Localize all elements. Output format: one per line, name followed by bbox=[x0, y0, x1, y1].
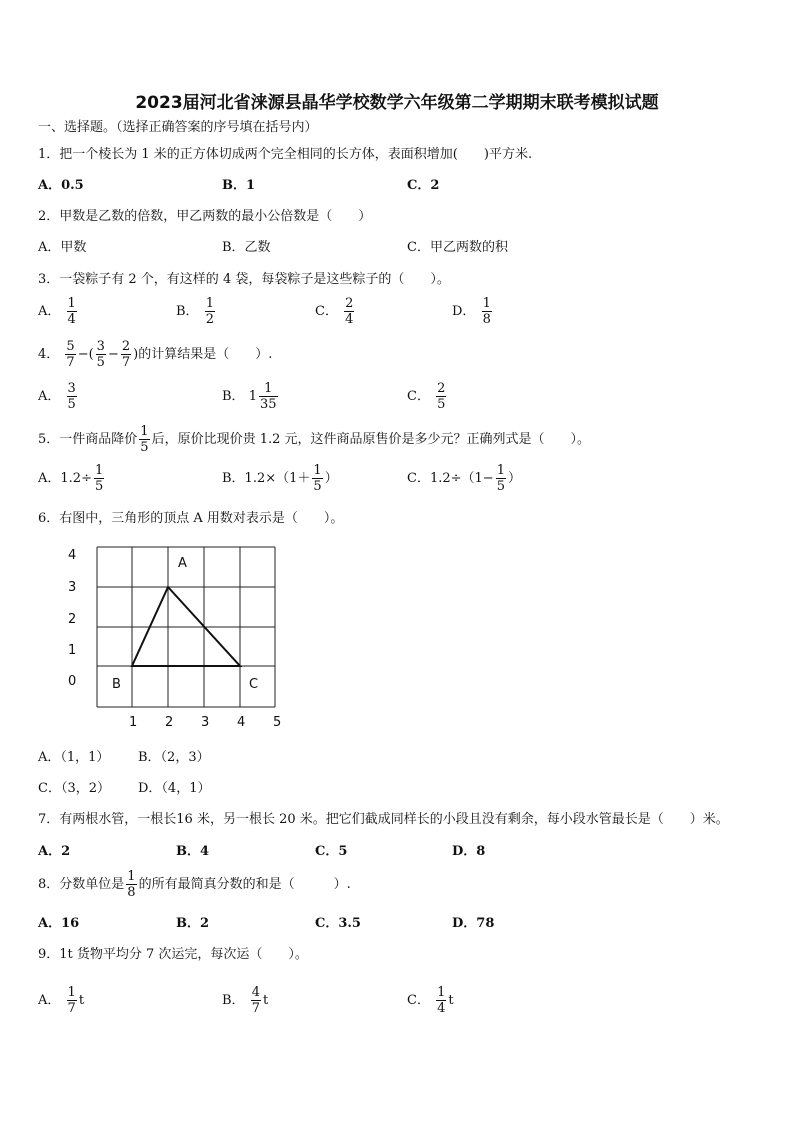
q3-b-fraction: $\frac{1}{2}$ bbox=[205, 296, 214, 327]
q6-option-b[interactable]: B．（2，3） bbox=[138, 750, 210, 765]
y-tick-3: 3 bbox=[68, 580, 77, 595]
q9-b-fraction: $\frac{4}{7}$ bbox=[251, 985, 260, 1016]
q8-option-b[interactable]: B．2 bbox=[176, 916, 210, 931]
q4-b-fraction: $\frac{1}{35}$ bbox=[259, 381, 277, 412]
q9-option-c[interactable] bbox=[407, 985, 454, 1016]
y-tick-2: 2 bbox=[68, 612, 77, 627]
q9-c-fraction: $\frac{1}{4}$ bbox=[437, 985, 446, 1016]
y-tick-0: 0 bbox=[68, 674, 77, 689]
q8-option-c[interactable]: C．3.5 bbox=[315, 916, 361, 931]
q9-b-label: B． bbox=[222, 993, 245, 1008]
q3-d-label: D． bbox=[452, 304, 476, 319]
q4-c-fraction: $\frac{2}{5}$ bbox=[437, 381, 446, 412]
question-1-text: 1．把一个棱长为 1 米的正方体切成两个完全相同的长方体，表面积增加( )平方米. bbox=[38, 147, 533, 162]
q8-prefix: 8．分数单位是 bbox=[38, 877, 125, 892]
page-title: 2023届河北省涞源县晶华学校数学六年级第二学期期末联考模拟试题 bbox=[135, 93, 659, 113]
q3-c-label: C． bbox=[315, 304, 338, 319]
q5-prefix: 5．一件商品降价 bbox=[38, 432, 138, 447]
q9-option-b[interactable] bbox=[222, 985, 268, 1016]
q1-option-b[interactable]: B．1 bbox=[222, 178, 256, 193]
q5-option-b[interactable] bbox=[222, 463, 338, 494]
q4-option-b[interactable] bbox=[222, 381, 280, 412]
question-8-text bbox=[38, 869, 351, 900]
q9-a-fraction: $\frac{1}{7}$ bbox=[67, 985, 76, 1016]
section-heading: 一、选择题。（选择正确答案的序号填在括号内） bbox=[38, 120, 318, 135]
q1-option-a[interactable]: A．0.5 bbox=[38, 178, 84, 193]
q5-a-fraction: $\frac{1}{5}$ bbox=[94, 463, 104, 494]
x-tick-2: 2 bbox=[165, 715, 174, 730]
q4-option-a[interactable] bbox=[38, 381, 79, 412]
q3-option-a[interactable] bbox=[38, 296, 79, 327]
q8-option-d[interactable]: D．78 bbox=[452, 916, 495, 931]
q7-option-b[interactable]: B．4 bbox=[176, 844, 210, 859]
q5-b-close: ） bbox=[324, 471, 338, 486]
q6-option-d[interactable]: D．（4，1） bbox=[138, 781, 211, 796]
q8-fraction: $\frac{1}{8}$ bbox=[127, 869, 136, 900]
x-tick-3: 3 bbox=[201, 715, 210, 730]
point-a-label: A bbox=[178, 556, 187, 571]
q6-option-c[interactable]: C．（3，2） bbox=[38, 781, 110, 796]
q4-minus: − bbox=[107, 347, 119, 362]
q2-option-a[interactable]: A．甲数 bbox=[38, 240, 87, 255]
point-c-label: C bbox=[249, 677, 259, 692]
q5-c-fraction: $\frac{1}{5}$ bbox=[496, 463, 505, 494]
q3-option-b[interactable] bbox=[176, 296, 217, 327]
q9-a-unit: t bbox=[78, 993, 85, 1008]
q8-suffix: 的所有最简真分数的和是（ ）. bbox=[138, 877, 351, 892]
q9-c-unit: t bbox=[448, 993, 454, 1008]
q4-fraction-3: $\frac{2}{7}$ bbox=[121, 339, 131, 370]
q5-suffix: 后，原价比现价贵 1.2 元，这件商品原售价是多少元？正确列式是（ ）。 bbox=[151, 432, 591, 447]
question-2-text: 2．甲数是乙数的倍数，甲乙两数的最小公倍数是（ ） bbox=[38, 209, 372, 224]
q7-option-c[interactable]: C．5 bbox=[315, 844, 348, 859]
point-b-label: B bbox=[112, 677, 121, 692]
q5-option-c[interactable] bbox=[407, 463, 521, 494]
y-tick-4: 4 bbox=[68, 548, 77, 563]
q5-option-a[interactable] bbox=[38, 463, 106, 494]
q5-c-label: C．1.2÷（1− bbox=[407, 471, 494, 486]
q9-a-label: A． bbox=[38, 993, 61, 1008]
q1-option-c[interactable]: C．2 bbox=[407, 178, 440, 193]
q4-b-whole: 1 bbox=[248, 389, 257, 404]
q3-c-fraction: $\frac{2}{4}$ bbox=[345, 296, 354, 327]
coordinate-grid-figure bbox=[60, 540, 300, 740]
q8-option-a[interactable]: A．16 bbox=[38, 916, 80, 931]
question-9-text: 9．1t 货物平均分 7 次运完，每次运（ ）。 bbox=[38, 947, 308, 962]
q5-c-close: ） bbox=[507, 471, 521, 486]
q3-option-c[interactable] bbox=[315, 296, 356, 327]
y-tick-1: 1 bbox=[68, 643, 77, 658]
q9-b-unit: t bbox=[262, 993, 269, 1008]
q4-a-label: A． bbox=[38, 389, 61, 404]
question-3-text: 3．一袋粽子有 2 个，有这样的 4 袋，每袋粽子是这些粽子的（ ）。 bbox=[38, 272, 450, 287]
q3-b-label: B． bbox=[176, 304, 199, 319]
q9-option-a[interactable] bbox=[38, 985, 84, 1016]
q4-minus-open: −( bbox=[77, 347, 94, 362]
q3-a-label: A． bbox=[38, 304, 61, 319]
x-tick-4: 4 bbox=[237, 715, 246, 730]
q5-a-label: A．1.2÷ bbox=[38, 471, 92, 486]
q6-option-a[interactable]: A．（1，1） bbox=[38, 750, 110, 765]
q7-option-d[interactable]: D．8 bbox=[452, 844, 486, 859]
question-4-text bbox=[38, 339, 272, 370]
question-7-text: 7．有两根水管，一根长16 米，另一根长 20 米。把它们截成同样长的小段且没有剩余，每小段水管最长是（ ）米。 bbox=[38, 812, 729, 827]
q5-b-label: B．1.2×（1＋ bbox=[222, 471, 311, 486]
q7-option-a[interactable]: A．2 bbox=[38, 844, 71, 859]
q3-option-d[interactable] bbox=[452, 296, 494, 327]
q4-b-label: B． bbox=[222, 389, 245, 404]
q4-prefix: 4． bbox=[38, 347, 60, 362]
q5-b-fraction: $\frac{1}{5}$ bbox=[313, 463, 322, 494]
q5-fraction: $\frac{1}{5}$ bbox=[140, 424, 149, 455]
question-6-text: 6．右图中，三角形的顶点 A 用数对表示是（ ）。 bbox=[38, 511, 344, 526]
x-tick-5: 5 bbox=[273, 715, 282, 730]
x-tick-1: 1 bbox=[129, 715, 138, 730]
question-5-text bbox=[38, 424, 590, 455]
q2-option-b[interactable]: B．乙数 bbox=[222, 240, 271, 255]
q3-a-fraction: $\frac{1}{4}$ bbox=[67, 296, 76, 327]
q4-fraction-1: $\frac{5}{7}$ bbox=[66, 339, 75, 370]
q4-option-c[interactable] bbox=[407, 381, 448, 412]
q9-c-label: C． bbox=[407, 993, 430, 1008]
q4-fraction-2: $\frac{3}{5}$ bbox=[96, 339, 105, 370]
q4-a-fraction: $\frac{3}{5}$ bbox=[67, 381, 76, 412]
q4-c-label: C． bbox=[407, 389, 430, 404]
q2-option-c[interactable]: C．甲乙两数的积 bbox=[407, 240, 508, 255]
q4-suffix: )的计算结果是（ ）. bbox=[133, 347, 273, 362]
q3-d-fraction: $\frac{1}{8}$ bbox=[482, 296, 491, 327]
